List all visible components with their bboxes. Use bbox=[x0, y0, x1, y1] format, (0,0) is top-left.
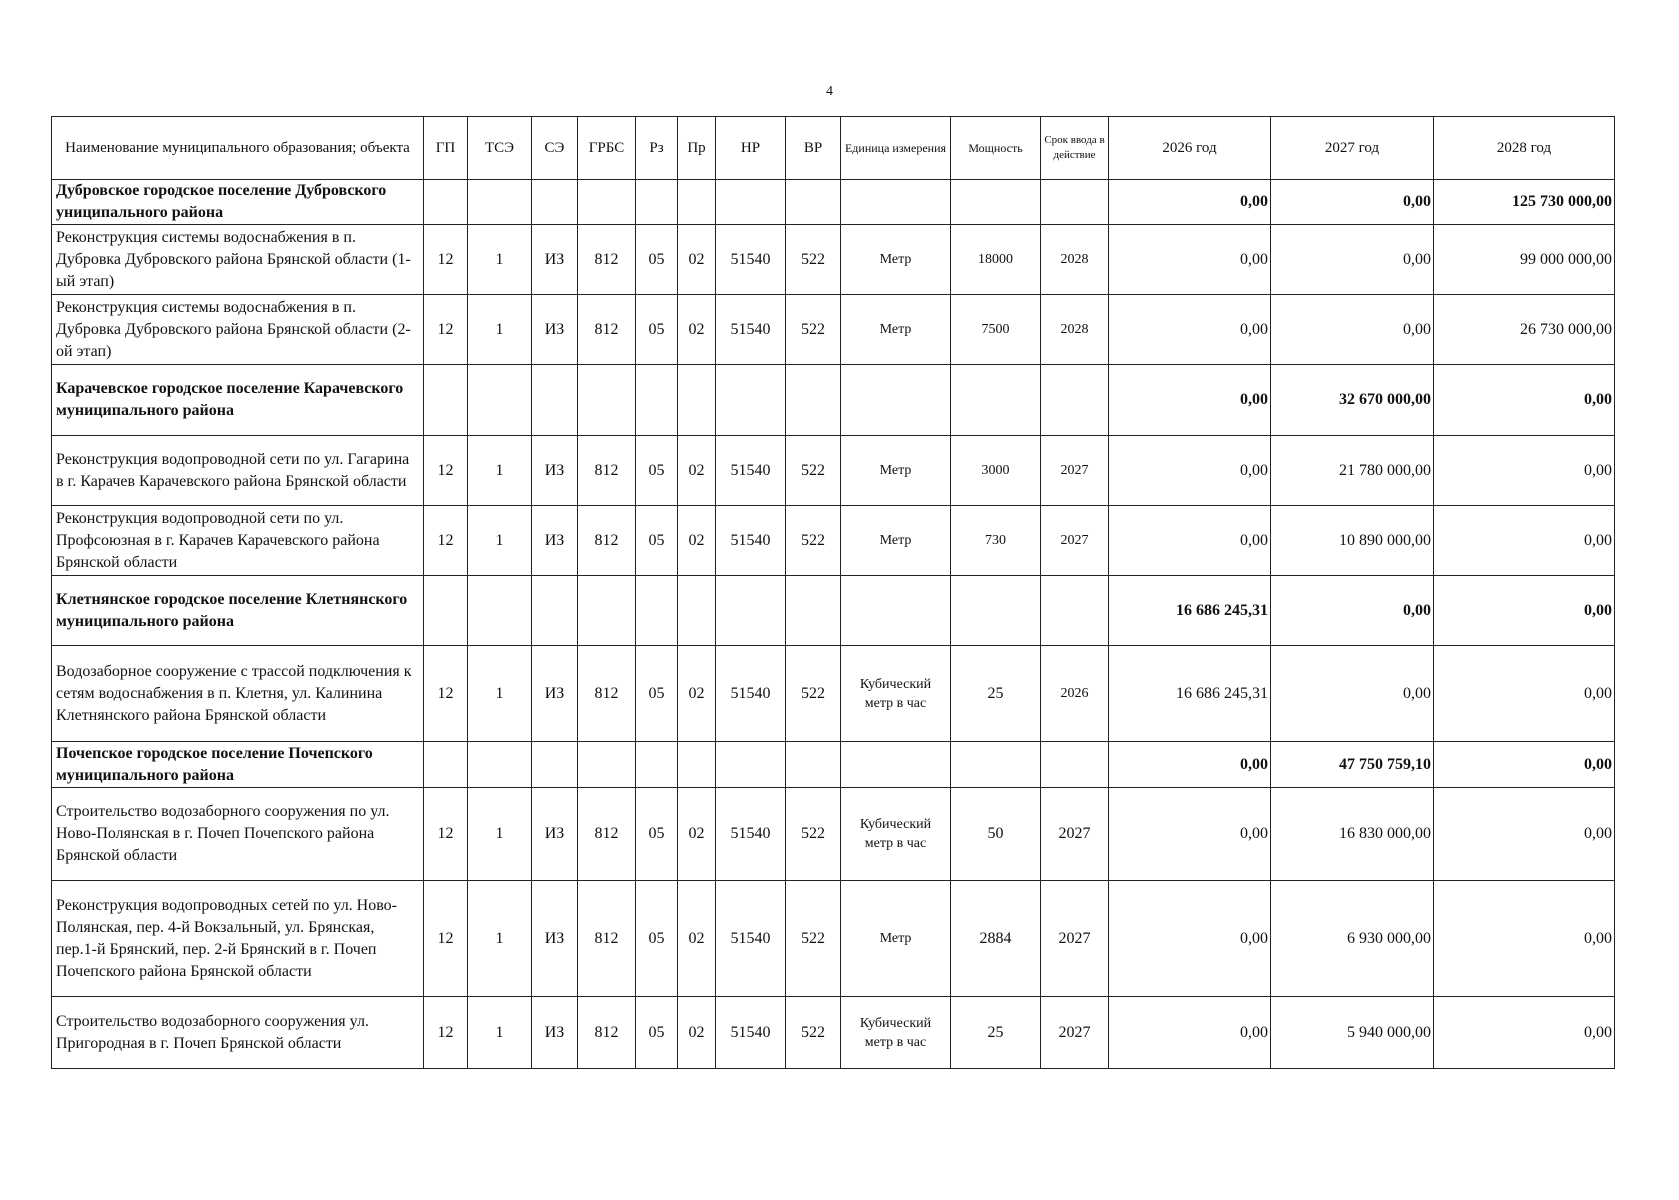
object-name: Строительство водозаборного сооружения ул. Пригородная в г. Почеп Брянской области bbox=[52, 997, 424, 1069]
cell-2027: 6 930 000,00 bbox=[1271, 881, 1434, 997]
object-name: Водозаборное сооружение с трассой подключения к сетям водоснабжения в п. Клетня, ул. Калинина Клетнянского района Брянской области bbox=[52, 646, 424, 742]
cell-tse: 1 bbox=[468, 997, 532, 1069]
cell-2028: 0,00 bbox=[1434, 646, 1615, 742]
cell-gp: 12 bbox=[424, 506, 468, 576]
cell-capacity: 25 bbox=[951, 997, 1041, 1069]
budget-table bbox=[51, 116, 1615, 1069]
group-total-2028: 125 730 000,00 bbox=[1434, 180, 1615, 225]
cell-tse: 1 bbox=[468, 646, 532, 742]
cell-capacity: 2884 bbox=[951, 881, 1041, 997]
group-total-2026: 0,00 bbox=[1109, 365, 1271, 436]
cell-nr: 51540 bbox=[716, 506, 786, 576]
cell-unit: Кубический метр в час bbox=[841, 646, 951, 742]
group-name: Карачевское городское поселение Карачевского муниципального района bbox=[52, 365, 424, 436]
cell-2026: 0,00 bbox=[1109, 225, 1271, 295]
table-row bbox=[52, 788, 1615, 881]
table-row bbox=[52, 225, 1615, 295]
group-total-2027: 32 670 000,00 bbox=[1271, 365, 1434, 436]
cell-vr: 522 bbox=[786, 436, 841, 506]
cell-unit: Кубический метр в час bbox=[841, 788, 951, 881]
cell-pr: 02 bbox=[678, 436, 716, 506]
cell-vr: 522 bbox=[786, 295, 841, 365]
cell-se: ИЗ bbox=[532, 436, 578, 506]
cell-term: 2027 bbox=[1041, 788, 1109, 881]
cell-tse: 1 bbox=[468, 506, 532, 576]
group-total-2028: 0,00 bbox=[1434, 576, 1615, 646]
cell-2026: 0,00 bbox=[1109, 295, 1271, 365]
group-total-2027: 47 750 759,10 bbox=[1271, 742, 1434, 788]
cell-rz: 05 bbox=[636, 997, 678, 1069]
cell-pr: 02 bbox=[678, 788, 716, 881]
cell-se: ИЗ bbox=[532, 646, 578, 742]
header-pr: Пр bbox=[678, 117, 716, 180]
object-name: Строительство водозаборного сооружения по ул. Ново-Полянская в г. Почеп Почепского района Брянской области bbox=[52, 788, 424, 881]
group-total-2028: 0,00 bbox=[1434, 365, 1615, 436]
cell-unit: Метр bbox=[841, 881, 951, 997]
cell-se: ИЗ bbox=[532, 997, 578, 1069]
cell-rz: 05 bbox=[636, 225, 678, 295]
cell-unit: Метр bbox=[841, 436, 951, 506]
cell-gp: 12 bbox=[424, 436, 468, 506]
cell-term: 2028 bbox=[1041, 225, 1109, 295]
cell-gp: 12 bbox=[424, 788, 468, 881]
cell-grbs: 812 bbox=[578, 997, 636, 1069]
header-2027: 2027 год bbox=[1271, 117, 1434, 180]
cell-grbs: 812 bbox=[578, 436, 636, 506]
cell-vr: 522 bbox=[786, 997, 841, 1069]
header-row bbox=[52, 117, 1615, 180]
cell-pr: 02 bbox=[678, 646, 716, 742]
header-tse: ТСЭ bbox=[468, 117, 532, 180]
cell-nr: 51540 bbox=[716, 997, 786, 1069]
cell-2026: 0,00 bbox=[1109, 506, 1271, 576]
cell-vr: 522 bbox=[786, 881, 841, 997]
table-row bbox=[52, 295, 1615, 365]
cell-rz: 05 bbox=[636, 295, 678, 365]
table-row bbox=[52, 646, 1615, 742]
cell-unit: Метр bbox=[841, 506, 951, 576]
cell-pr: 02 bbox=[678, 225, 716, 295]
cell-2027: 0,00 bbox=[1271, 646, 1434, 742]
cell-nr: 51540 bbox=[716, 788, 786, 881]
table-row bbox=[52, 997, 1615, 1069]
cell-nr: 51540 bbox=[716, 646, 786, 742]
header-name: Наименование муниципального образования; объекта bbox=[52, 117, 424, 180]
cell-rz: 05 bbox=[636, 788, 678, 881]
header-gp: ГП bbox=[424, 117, 468, 180]
cell-unit: Метр bbox=[841, 225, 951, 295]
group-name: Дубровское городское поселение Дубровского униципального района bbox=[52, 180, 424, 225]
group-row bbox=[52, 180, 1615, 225]
group-row bbox=[52, 742, 1615, 788]
table-row bbox=[52, 436, 1615, 506]
cell-grbs: 812 bbox=[578, 225, 636, 295]
header-vr: ВР bbox=[786, 117, 841, 180]
cell-vr: 522 bbox=[786, 506, 841, 576]
cell-grbs: 812 bbox=[578, 646, 636, 742]
page-number: 4 bbox=[826, 84, 833, 99]
table-row bbox=[52, 506, 1615, 576]
cell-rz: 05 bbox=[636, 506, 678, 576]
cell-nr: 51540 bbox=[716, 225, 786, 295]
cell-unit: Метр bbox=[841, 295, 951, 365]
cell-2028: 0,00 bbox=[1434, 881, 1615, 997]
cell-2026: 0,00 bbox=[1109, 436, 1271, 506]
cell-gp: 12 bbox=[424, 997, 468, 1069]
cell-capacity: 7500 bbox=[951, 295, 1041, 365]
cell-pr: 02 bbox=[678, 295, 716, 365]
cell-term: 2027 bbox=[1041, 436, 1109, 506]
header-2028: 2028 год bbox=[1434, 117, 1615, 180]
cell-pr: 02 bbox=[678, 997, 716, 1069]
cell-gp: 12 bbox=[424, 295, 468, 365]
header-unit: Единица измерения bbox=[841, 117, 951, 180]
group-total-2028: 0,00 bbox=[1434, 742, 1615, 788]
cell-2028: 0,00 bbox=[1434, 997, 1615, 1069]
group-row bbox=[52, 365, 1615, 436]
cell-se: ИЗ bbox=[532, 225, 578, 295]
object-name: Реконструкция системы водоснабжения в п. Дубровка Дубровского района Брянской области (2-ой этап) bbox=[52, 295, 424, 365]
cell-2026: 0,00 bbox=[1109, 788, 1271, 881]
cell-vr: 522 bbox=[786, 788, 841, 881]
group-total-2027: 0,00 bbox=[1271, 180, 1434, 225]
object-name: Реконструкция водопроводной сети по ул. Профсоюзная в г. Карачев Карачевского района Брянской области bbox=[52, 506, 424, 576]
cell-grbs: 812 bbox=[578, 881, 636, 997]
cell-se: ИЗ bbox=[532, 788, 578, 881]
cell-capacity: 25 bbox=[951, 646, 1041, 742]
cell-grbs: 812 bbox=[578, 788, 636, 881]
cell-nr: 51540 bbox=[716, 436, 786, 506]
cell-pr: 02 bbox=[678, 506, 716, 576]
cell-term: 2026 bbox=[1041, 646, 1109, 742]
cell-tse: 1 bbox=[468, 881, 532, 997]
cell-rz: 05 bbox=[636, 646, 678, 742]
header-nr: НР bbox=[716, 117, 786, 180]
cell-tse: 1 bbox=[468, 225, 532, 295]
cell-rz: 05 bbox=[636, 436, 678, 506]
cell-tse: 1 bbox=[468, 788, 532, 881]
cell-2027: 10 890 000,00 bbox=[1271, 506, 1434, 576]
cell-gp: 12 bbox=[424, 646, 468, 742]
cell-2027: 16 830 000,00 bbox=[1271, 788, 1434, 881]
object-name: Реконструкция водопроводной сети по ул. Гагарина в г. Карачев Карачевского района Брянской области bbox=[52, 436, 424, 506]
group-total-2026: 0,00 bbox=[1109, 742, 1271, 788]
cell-capacity: 3000 bbox=[951, 436, 1041, 506]
header-rz: Рз bbox=[636, 117, 678, 180]
cell-2027: 5 940 000,00 bbox=[1271, 997, 1434, 1069]
cell-2026: 0,00 bbox=[1109, 881, 1271, 997]
header-2026: 2026 год bbox=[1109, 117, 1271, 180]
cell-pr: 02 bbox=[678, 881, 716, 997]
cell-2028: 0,00 bbox=[1434, 436, 1615, 506]
cell-2028: 26 730 000,00 bbox=[1434, 295, 1615, 365]
table-row bbox=[52, 881, 1615, 997]
cell-gp: 12 bbox=[424, 881, 468, 997]
group-row bbox=[52, 576, 1615, 646]
cell-se: ИЗ bbox=[532, 506, 578, 576]
group-total-2027: 0,00 bbox=[1271, 576, 1434, 646]
cell-2028: 99 000 000,00 bbox=[1434, 225, 1615, 295]
cell-nr: 51540 bbox=[716, 295, 786, 365]
cell-2028: 0,00 bbox=[1434, 506, 1615, 576]
cell-capacity: 50 bbox=[951, 788, 1041, 881]
cell-2026: 16 686 245,31 bbox=[1109, 646, 1271, 742]
cell-grbs: 812 bbox=[578, 506, 636, 576]
header-se: СЭ bbox=[532, 117, 578, 180]
cell-capacity: 18000 bbox=[951, 225, 1041, 295]
object-name: Реконструкция системы водоснабжения в п. Дубровка Дубровского района Брянской области (1-ый этап) bbox=[52, 225, 424, 295]
header-grbs: ГРБС bbox=[578, 117, 636, 180]
cell-rz: 05 bbox=[636, 881, 678, 997]
group-name: Клетнянское городское поселение Клетнянского муниципального района bbox=[52, 576, 424, 646]
group-total-2026: 0,00 bbox=[1109, 180, 1271, 225]
header-capacity: Мощность bbox=[951, 117, 1041, 180]
cell-grbs: 812 bbox=[578, 295, 636, 365]
cell-tse: 1 bbox=[468, 436, 532, 506]
cell-tse: 1 bbox=[468, 295, 532, 365]
cell-nr: 51540 bbox=[716, 881, 786, 997]
cell-2027: 0,00 bbox=[1271, 295, 1434, 365]
header-term: Срок ввода в действие bbox=[1041, 117, 1109, 180]
cell-term: 2028 bbox=[1041, 295, 1109, 365]
cell-se: ИЗ bbox=[532, 295, 578, 365]
cell-vr: 522 bbox=[786, 646, 841, 742]
cell-gp: 12 bbox=[424, 225, 468, 295]
cell-se: ИЗ bbox=[532, 881, 578, 997]
group-total-2026: 16 686 245,31 bbox=[1109, 576, 1271, 646]
cell-vr: 522 bbox=[786, 225, 841, 295]
cell-term: 2027 bbox=[1041, 506, 1109, 576]
group-name: Почепское городское поселение Почепского муниципального района bbox=[52, 742, 424, 788]
cell-capacity: 730 bbox=[951, 506, 1041, 576]
cell-2028: 0,00 bbox=[1434, 788, 1615, 881]
cell-2026: 0,00 bbox=[1109, 997, 1271, 1069]
cell-2027: 0,00 bbox=[1271, 225, 1434, 295]
object-name: Реконструкция водопроводных сетей по ул. Ново-Полянская, пер. 4-й Вокзальный, ул. Брянская, пер.1-й Брянский, пер. 2-й Брянский в г. Почеп Почепского района Брянской области bbox=[52, 881, 424, 997]
cell-term: 2027 bbox=[1041, 997, 1109, 1069]
cell-2027: 21 780 000,00 bbox=[1271, 436, 1434, 506]
cell-unit: Кубический метр в час bbox=[841, 997, 951, 1069]
cell-term: 2027 bbox=[1041, 881, 1109, 997]
